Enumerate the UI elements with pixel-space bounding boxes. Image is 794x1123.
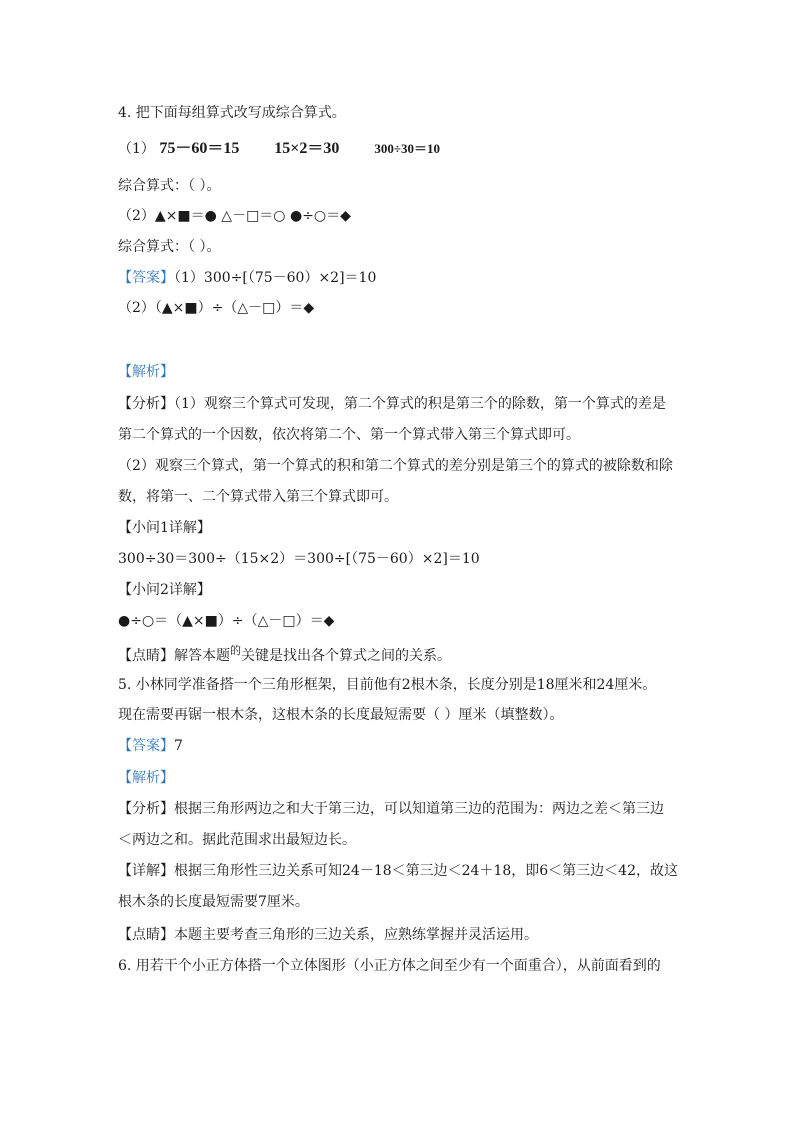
q4-answer-1: （1）300÷[（75－60）×2]＝10 bbox=[174, 270, 377, 286]
q4-answer-tag: 【答案】 bbox=[118, 270, 174, 286]
q5-fenxi-line-1 bbox=[118, 799, 664, 819]
q4-sub1-text: 300÷30＝300÷（15×2）＝300÷[（75－60）×2]＝10 bbox=[118, 551, 480, 567]
q4-answer-2: （2）（▲×■）÷（△－□）＝◆ bbox=[118, 300, 315, 316]
q4-fenxi-text-3: （2）观察三个算式，第一个算式的积和第二个算式的差分别是第三个的算式的被除数和除 bbox=[118, 458, 673, 474]
q4-jiexi-tag: 【解析】 bbox=[118, 364, 174, 380]
q5-answer-tag: 【答案】 bbox=[118, 738, 174, 754]
q4-expr-2: 15×2＝30 bbox=[274, 140, 340, 157]
q5-xiangjie-text-2: 根木条的长度最短需要7厘米。 bbox=[118, 894, 309, 910]
q4-fenxi-line-1 bbox=[118, 394, 666, 414]
q4-dianjing-text-a: 解答本题 bbox=[174, 648, 230, 664]
q4-question: 4. 把下面每组算式改写成综合算式。 bbox=[118, 105, 346, 121]
q4-part1-expressions bbox=[118, 139, 440, 159]
q4-combined-blank-2: 综合算式：（ ）。 bbox=[118, 239, 221, 255]
q4-dianjing-sup: 的 bbox=[230, 644, 241, 657]
q4-dianjing-text-b: 关键是找出各个算式之间的关系。 bbox=[241, 648, 451, 664]
q4-part2-expressions: （2）▲×■＝● △－□＝○ ●÷○＝◆ bbox=[118, 208, 351, 224]
q4-combined-blank-1: 综合算式：（ ）。 bbox=[118, 178, 221, 194]
q5-dianjing-text: 本题主要考查三角形的三边关系，应熟练掌握并灵活运用。 bbox=[174, 927, 538, 943]
q5-dianjing-tag: 【点睛】 bbox=[118, 927, 174, 943]
q4-fenxi-text-1: （1）观察三个算式可发现，第二个算式的积是第三个的除数，第一个算式的差是 bbox=[174, 396, 666, 412]
q5-jiexi-tag: 【解析】 bbox=[118, 770, 174, 786]
q5-xiangjie-tag: 【详解】 bbox=[118, 863, 174, 879]
q5-fenxi-text-2: ＜两边之和。据此范围求出最短边长。 bbox=[118, 832, 356, 848]
q4-answer-line-1 bbox=[118, 268, 376, 288]
q4-fenxi-tag: 【分析】 bbox=[118, 396, 174, 412]
q5-question-1: 5. 小林同学准备搭一个三角形框架，目前他有2根木条，长度分别是18厘米和24厘米。 bbox=[118, 677, 657, 693]
q5-question-2: 现在需要再锯一根木条，这根木条的长度最短需要（ ）厘米（填整数）。 bbox=[118, 707, 564, 723]
q4-part1-label: （1） bbox=[118, 141, 155, 157]
q4-dianjing-line bbox=[118, 646, 451, 667]
q5-dianjing-line bbox=[118, 925, 538, 945]
q4-sub2-text: ●÷○＝（▲×■）÷（△－□）＝◆ bbox=[118, 613, 335, 629]
q4-expr-3: 300÷30＝10 bbox=[374, 141, 440, 156]
q4-sub2-title: 【小问2详解】 bbox=[118, 582, 211, 598]
q4-dianjing-tag: 【点睛】 bbox=[118, 648, 174, 664]
q5-answer: 7 bbox=[174, 738, 183, 754]
q4-expr-1: 75－60＝15 bbox=[159, 140, 240, 157]
q4-fenxi-text-4: 数，将第一、二个算式带入第三个算式即可。 bbox=[118, 489, 398, 505]
q5-fenxi-text-1: 根据三角形两边之和大于第三边，可以知道第三边的范围为：两边之差＜第三边 bbox=[174, 801, 664, 817]
q4-sub1-title: 【小问1详解】 bbox=[118, 520, 211, 536]
q5-xiangjie-line-1 bbox=[118, 861, 678, 881]
q6-question-1: 6. 用若干个小正方体搭一个立体图形（小正方体之间至少有一个面重合），从前面看到的 bbox=[118, 958, 661, 974]
q5-xiangjie-text-1: 根据三角形性三边关系可知24－18＜第三边＜24＋18，即6＜第三边＜42，故这 bbox=[174, 863, 678, 879]
q4-fenxi-text-2: 第二个算式的一个因数，依次将第二个、第一个算式带入第三个算式即可。 bbox=[118, 427, 580, 443]
q5-fenxi-tag: 【分析】 bbox=[118, 801, 174, 817]
q5-answer-line bbox=[118, 736, 183, 756]
